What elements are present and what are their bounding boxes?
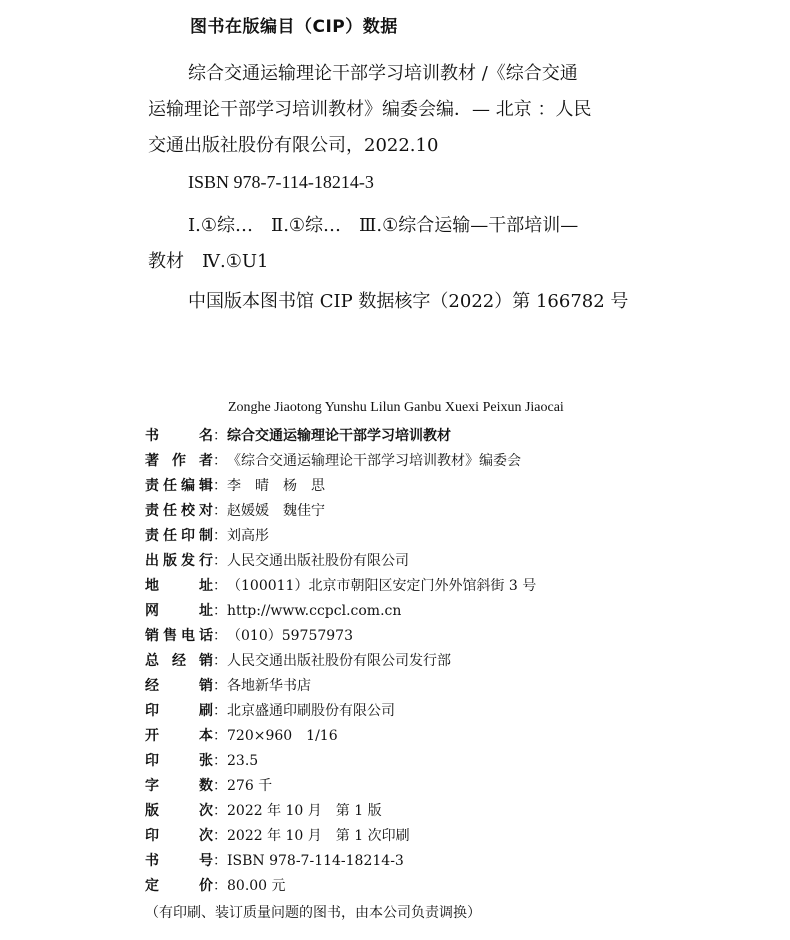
pinyin-title: Zonghe Jiaotong Yunshu Lilun Ganbu Xuexi Peixun Jiaocai: [228, 400, 564, 415]
info-label-char: 辑: [199, 478, 213, 494]
info-colon: ：: [213, 603, 227, 619]
info-label: [145, 549, 213, 574]
info-label-char: 印: [145, 753, 159, 769]
cip-isbn: ISBN 978-7-114-18214-3: [188, 172, 374, 192]
info-label: [145, 724, 213, 749]
info-label-char: 话: [199, 628, 213, 644]
info-colon: ：: [213, 803, 227, 819]
info-label: [145, 474, 213, 499]
info-label-char: 责: [145, 503, 159, 519]
info-label-char: 销: [199, 653, 213, 669]
info-colon: ：: [213, 878, 227, 894]
info-label-char: 张: [199, 753, 213, 769]
info-row: [145, 424, 745, 449]
info-value: http://www.ccpcl.com.cn: [227, 603, 402, 619]
cip-line: 综合交通运输理论干部学习培训教材 /《综合交通: [188, 63, 578, 84]
info-label: [145, 824, 213, 849]
info-row: [145, 624, 745, 649]
cip-line: 交通出版社股份有限公司，2022.10: [148, 135, 439, 156]
info-value: 人民交通出版社股份有限公司: [227, 553, 409, 569]
info-value: 276 千: [227, 778, 273, 794]
info-colon: ：: [213, 553, 227, 569]
cip-heading: 图书在版编目（CIP）数据: [190, 17, 398, 37]
info-label-char: 次: [199, 828, 213, 844]
info-value: 刘高彤: [227, 528, 269, 544]
info-row: [145, 724, 745, 749]
info-value: 北京盛通印刷股份有限公司: [227, 703, 395, 719]
info-label: [145, 774, 213, 799]
info-colon: ：: [213, 428, 227, 444]
info-colon: ：: [213, 778, 227, 794]
info-colon: ：: [213, 653, 227, 669]
info-row: [145, 874, 745, 899]
info-colon: ：: [213, 753, 227, 769]
info-label: [145, 524, 213, 549]
info-label-char: 书: [145, 428, 159, 444]
info-label-char: 名: [199, 428, 213, 444]
info-label-char: 责: [145, 528, 159, 544]
info-label: [145, 749, 213, 774]
publication-info: [145, 424, 745, 899]
info-row: [145, 474, 745, 499]
info-row: [145, 699, 745, 724]
info-value: （010）59757973: [227, 628, 353, 644]
info-value: 综合交通运输理论干部学习培训教材: [227, 428, 451, 444]
info-label-char: 任: [163, 478, 177, 494]
info-label-char: 电: [181, 628, 195, 644]
info-colon: ：: [213, 528, 227, 544]
info-label-char: 出: [145, 553, 159, 569]
info-label: [145, 574, 213, 599]
info-label-char: 字: [145, 778, 159, 794]
info-label-char: 印: [145, 828, 159, 844]
info-label: [145, 699, 213, 724]
info-colon: ：: [213, 678, 227, 694]
cip-classification-cont: 教材 Ⅳ.①U1: [148, 251, 269, 272]
info-label-char: 印: [145, 703, 159, 719]
info-value: 2022 年 10 月 第 1 版: [227, 803, 382, 819]
info-value: 《综合交通运输理论干部学习培训教材》编委会: [227, 453, 521, 469]
info-label: [145, 624, 213, 649]
info-value: 人民交通出版社股份有限公司发行部: [227, 653, 451, 669]
info-colon: ：: [213, 503, 227, 519]
info-value: 赵媛媛 魏佳宁: [227, 503, 325, 519]
info-label-char: 任: [163, 503, 177, 519]
info-label-char: 定: [145, 878, 159, 894]
info-value: （100011）北京市朝阳区安定门外外馆斜街 3 号: [227, 578, 537, 594]
info-label-char: 经: [172, 653, 186, 669]
info-colon: ：: [213, 728, 227, 744]
info-label: [145, 674, 213, 699]
info-colon: ：: [213, 853, 227, 869]
info-label: [145, 874, 213, 899]
info-value: 2022 年 10 月 第 1 次印刷: [227, 828, 410, 844]
info-label-char: 任: [163, 528, 177, 544]
info-label-char: 数: [199, 778, 213, 794]
info-label-char: 网: [145, 603, 159, 619]
info-label-char: 址: [199, 603, 213, 619]
info-colon: ：: [213, 628, 227, 644]
info-label-char: 次: [199, 803, 213, 819]
info-row: [145, 649, 745, 674]
info-colon: ：: [213, 453, 227, 469]
info-row: [145, 549, 745, 574]
info-label-char: 编: [181, 478, 195, 494]
info-label-char: 号: [199, 853, 213, 869]
info-row: [145, 674, 745, 699]
info-value: 李 晴 杨 思: [227, 478, 325, 494]
info-row: [145, 849, 745, 874]
info-label-char: 行: [199, 553, 213, 569]
info-label: [145, 599, 213, 624]
info-label-char: 制: [199, 528, 213, 544]
info-row: [145, 749, 745, 774]
info-label: [145, 499, 213, 524]
info-value: 23.5: [227, 753, 259, 769]
info-label-char: 开: [145, 728, 159, 744]
info-colon: ：: [213, 478, 227, 494]
info-label-char: 地: [145, 578, 159, 594]
cip-line: 运输理论干部学习培训教材》编委会编．— 北京 ：人民: [148, 99, 592, 120]
info-row: [145, 499, 745, 524]
info-label-char: 版: [145, 803, 159, 819]
info-label-char: 本: [199, 728, 213, 744]
info-colon: ：: [213, 703, 227, 719]
info-label-char: 印: [181, 528, 195, 544]
info-label-char: 对: [199, 503, 213, 519]
info-row: [145, 574, 745, 599]
info-label-char: 著: [145, 453, 159, 469]
cip-record-number: 中国版本图书馆 CIP 数据核字（2022）第 166782 号: [188, 291, 629, 312]
info-label-char: 版: [163, 553, 177, 569]
info-label: [145, 424, 213, 449]
info-row: [145, 799, 745, 824]
info-label-char: 发: [181, 553, 195, 569]
info-value: 各地新华书店: [227, 678, 311, 694]
info-label-char: 书: [145, 853, 159, 869]
info-label: [145, 799, 213, 824]
info-value: 720×960 1/16: [227, 728, 338, 744]
info-value: 80.00 元: [227, 878, 286, 894]
info-row: [145, 824, 745, 849]
info-label-char: 刷: [199, 703, 213, 719]
info-label-char: 校: [181, 503, 195, 519]
info-label: [145, 449, 213, 474]
info-row: [145, 599, 745, 624]
info-row: [145, 524, 745, 549]
info-label-char: 经: [145, 678, 159, 694]
info-row: [145, 449, 745, 474]
info-label: [145, 849, 213, 874]
info-value: ISBN 978-7-114-18214-3: [227, 853, 404, 869]
cip-classification: Ⅰ.①综… Ⅱ.①综… Ⅲ.①综合运输—干部培训—: [188, 215, 579, 236]
info-label-char: 作: [172, 453, 186, 469]
info-label-char: 总: [145, 653, 159, 669]
info-label-char: 销: [199, 678, 213, 694]
info-label-char: 责: [145, 478, 159, 494]
quality-footnote: （有印刷、装订质量问题的图书，由本公司负责调换）: [145, 905, 481, 921]
info-label-char: 址: [199, 578, 213, 594]
info-label-char: 者: [199, 453, 213, 469]
info-label-char: 售: [163, 628, 177, 644]
info-label: [145, 649, 213, 674]
info-label-char: 价: [199, 878, 213, 894]
info-row: [145, 774, 745, 799]
info-colon: ：: [213, 578, 227, 594]
info-colon: ：: [213, 828, 227, 844]
info-label-char: 销: [145, 628, 159, 644]
